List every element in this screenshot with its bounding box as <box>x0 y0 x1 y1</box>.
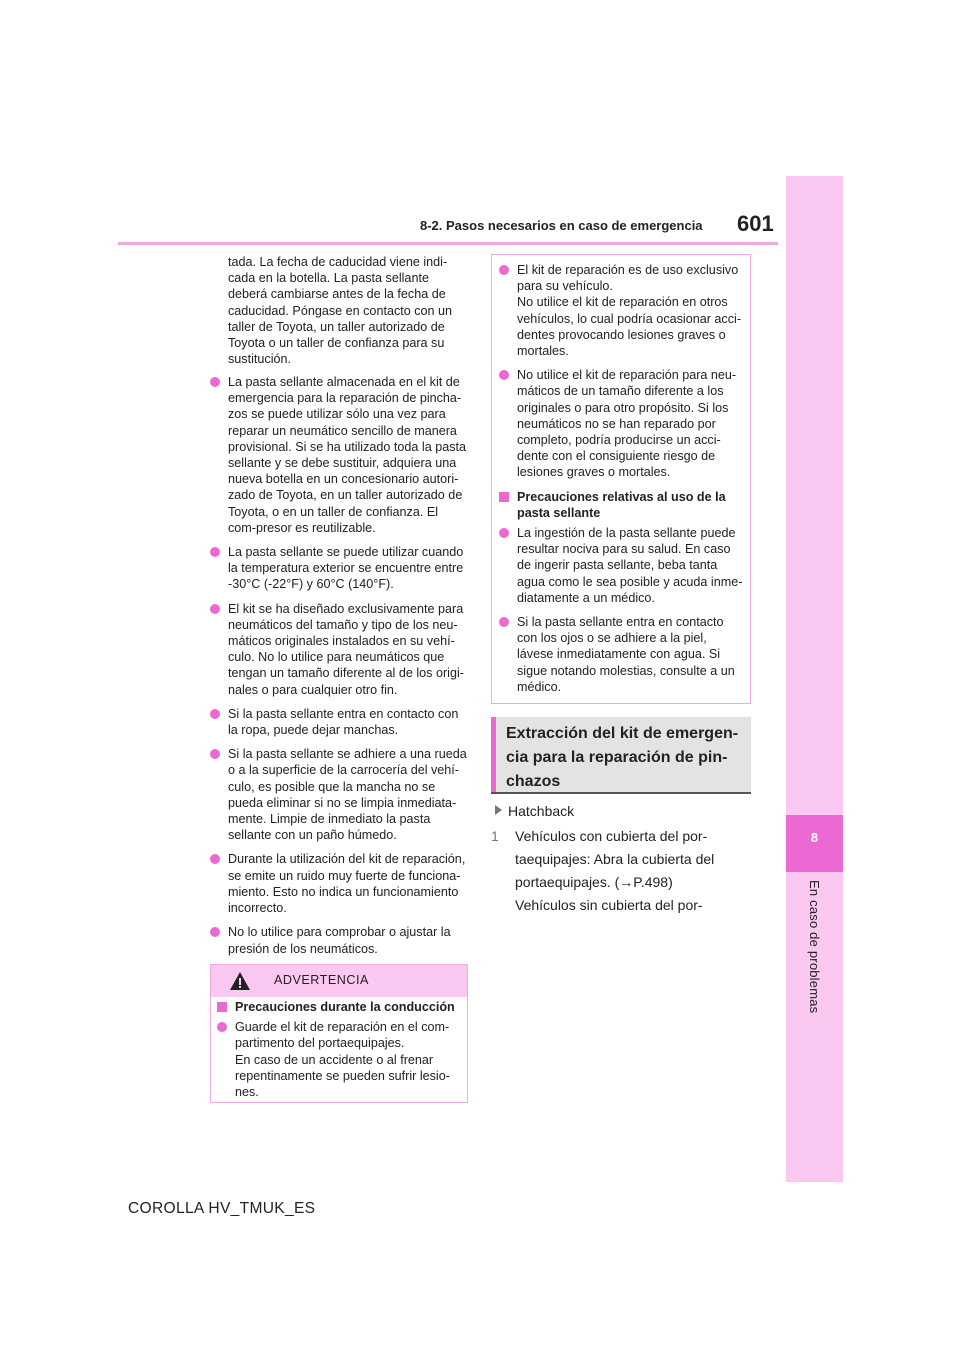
list-item-text: La ingestión de la pasta sellante puede resultar nociva para su salud. En caso de ingerir pasta sellante, beba tanta agua como le sea posible y acuda inme-diatamente a un médico. <box>517 526 743 605</box>
warning-subheading-text: Precauciones durante la conducción <box>235 1000 455 1014</box>
variant-text: Hatchback <box>508 803 575 819</box>
warning-body <box>217 999 461 1100</box>
list-item-text: La pasta sellante se puede utilizar cuando la temperatura exterior se encuentre entre -30°C (-22°F) y 60°C (140°F). <box>228 545 464 592</box>
list-item <box>499 367 745 480</box>
pink-circle-bullet-icon <box>210 377 220 387</box>
list-item <box>210 851 468 916</box>
list-item <box>210 746 468 843</box>
chapter-side-band <box>786 176 843 1182</box>
caution-box <box>491 254 751 704</box>
pink-circle-bullet-icon <box>210 749 220 759</box>
warning-triangle-icon <box>229 971 251 991</box>
list-item <box>499 525 745 606</box>
list-item <box>210 374 468 536</box>
pink-circle-bullet-icon <box>499 528 509 538</box>
warning-bullet <box>217 1019 461 1100</box>
section-heading-accent <box>491 717 496 792</box>
list-item-text: No utilice el kit de reparación para neu-máticos de un tamaño diferente a los originales o para otro propósito. Si los neumáticos no se han reparado por completo, podría producirse un acci-dente con el consiguiente riesgo de lesiones graves o mortales. <box>517 368 737 480</box>
pink-circle-bullet-icon <box>499 265 509 275</box>
chapter-label-wrap <box>786 880 843 1020</box>
section-heading-text: Extracción del kit de emergen-cia para la reparación de pin-chazos <box>506 725 739 790</box>
step-number: 1 <box>491 828 499 844</box>
warning-box <box>210 964 468 1103</box>
gray-triangle-arrow-icon <box>495 805 502 815</box>
pink-square-icon <box>217 1002 227 1012</box>
pink-circle-bullet-icon <box>499 370 509 380</box>
warning-title: ADVERTENCIA <box>274 973 369 987</box>
step-row <box>491 825 761 917</box>
continuation-text: tada. La fecha de caducidad viene indi-cada en la botella. La pasta sellante deberá cambiarse antes de la fecha de caducidad. Póngase en contacto con un taller de Toyota, un taller autorizado de Toyota o un taller de confianza para su sustitución. <box>228 255 453 367</box>
pink-circle-bullet-icon <box>210 927 220 937</box>
caution-box-content <box>499 262 745 703</box>
pink-circle-bullet-icon <box>210 604 220 614</box>
list-item <box>210 706 468 738</box>
caution-subheading-text: Precauciones relativas al uso de la pasta sellante <box>517 489 726 520</box>
left-bullet-list <box>210 374 468 965</box>
list-item <box>210 601 468 698</box>
list-item <box>499 614 745 695</box>
header-rule <box>118 242 778 245</box>
warning-bullet-text: Guarde el kit de reparación en el com-partimento del portaequipajes. En caso de un accidente o al frenar repentinamente se pueden sufrir lesio-nes. <box>235 1020 450 1100</box>
list-item <box>210 544 468 593</box>
pink-circle-bullet-icon <box>217 1022 227 1032</box>
pink-circle-bullet-icon <box>499 617 509 627</box>
pink-square-icon <box>499 492 509 502</box>
list-item <box>499 262 745 359</box>
list-item-text: El kit se ha diseñado exclusivamente para neumáticos del tamaño y tipo de los neu-máticos originales instalados en su vehí-culo. No lo utilice para neumáticos que tengan un tamaño diferente al de los origi-nales o para cualquier otro fin. <box>228 601 464 697</box>
chapter-label: En caso de problemas <box>807 880 822 1014</box>
list-item <box>210 924 468 956</box>
step-text: Vehículos con cubierta del por-taequipajes: Abra la cubierta del portaequipajes. (→P.498) Vehículos sin cubierta del por- <box>515 828 715 913</box>
caution-subheading <box>499 489 745 521</box>
list-item-text: El kit de reparación es de uso exclusivo para su vehículo. No utilice el kit de reparación en otros vehículos, lo cual podría ocasionar acci-dentes provocando lesiones graves o mortales. <box>517 263 742 359</box>
list-item-text: La pasta sellante almacenada en el kit de emergencia para la reparación de pincha-zos se puede utilizar sólo una vez para reparar un neumático sencillo de manera provisional. Si se ha utilizado toda la pasta sellante y se debe sustituir, adquiera una nueva botella en un concesionario autori-zado de Toyota, en un taller autorizado de Toyota, o en un taller de confianza. El com-presor es reutilizable. <box>228 375 467 535</box>
pink-circle-bullet-icon <box>210 547 220 557</box>
section-title: 8-2. Pasos necesarios en caso de emergencia <box>420 218 703 233</box>
list-item-text: Si la pasta sellante se adhiere a una rueda o a la superficie de la carrocería del vehí-culo, es posible que la mancha no se pueda eliminar si no se limpia inmediata-mente. Limpie de inmediato la pasta sellante con un paño húmedo. <box>228 747 467 843</box>
section-heading <box>491 717 751 794</box>
pink-circle-bullet-icon <box>210 854 220 864</box>
page-number: 601 <box>737 211 774 236</box>
list-item-text: No lo utilice para comprobar o ajustar la presión de los neumáticos. <box>228 925 451 956</box>
warning-header <box>211 965 467 997</box>
list-item-text: Durante la utilización del kit de reparación, se emite un ruido muy fuerte de funciona-miento. Esto no indica un funcionamiento incorrecto. <box>228 852 466 916</box>
procedure-steps <box>491 800 761 917</box>
chapter-number: 8 <box>810 830 819 845</box>
warning-subheading <box>217 999 461 1015</box>
list-item-text: Si la pasta sellante entra en contacto con los ojos o se adhiere a la piel, lávese inmediatamente con agua. Si sigue notando molestias, consulte a un médico. <box>517 615 735 694</box>
footer-model: COROLLA HV_TMUK_ES <box>128 1200 316 1217</box>
list-item-text: Si la pasta sellante entra en contacto con la ropa, puede dejar manchas. <box>228 706 459 738</box>
pink-circle-bullet-icon <box>210 709 220 719</box>
variant-label <box>491 800 761 823</box>
